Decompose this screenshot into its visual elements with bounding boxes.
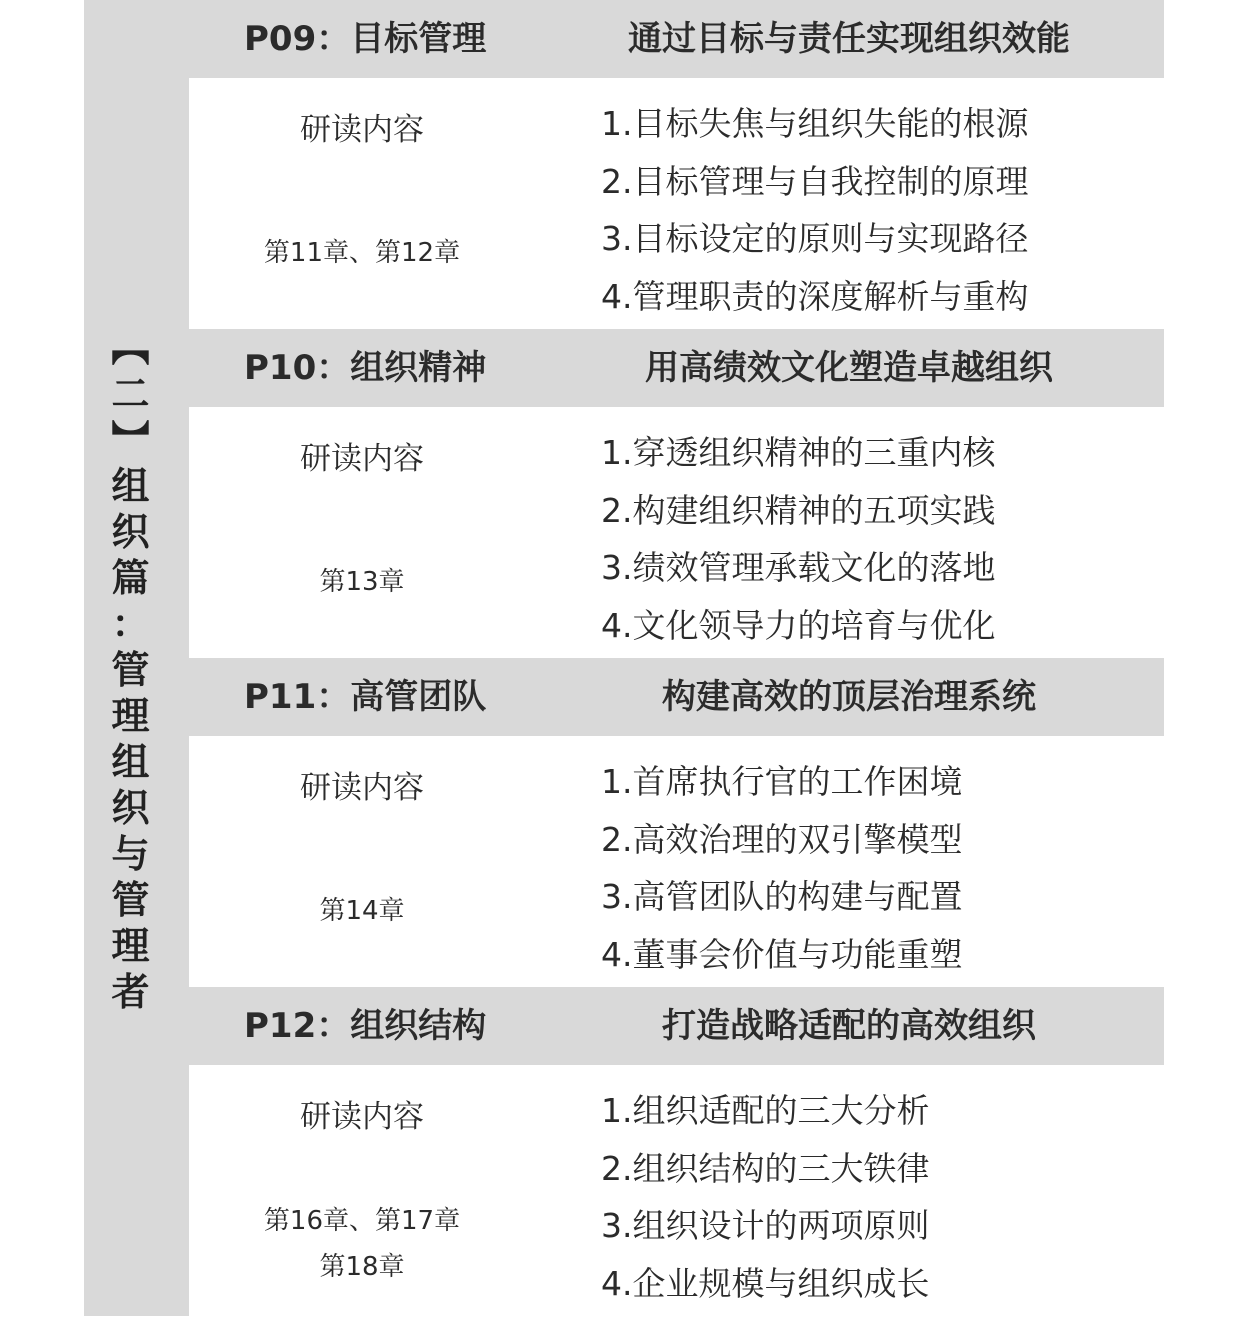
list-item: 2.组织结构的三大铁律 (601, 1149, 930, 1188)
section-code: P12：组织结构 (244, 1006, 487, 1046)
section-body-p12 (189, 1065, 1164, 1315)
chapters: 第11章、第12章 (263, 238, 461, 268)
list-item: 3.高管团队的构建与配置 (601, 877, 963, 916)
list-item: 4.管理职责的深度解析与重构 (601, 277, 1029, 316)
section-theme: 打造战略适配的高效组织 (662, 1006, 1036, 1046)
read-label: 研读内容 (300, 112, 424, 148)
section-code: P11：高管团队 (244, 677, 487, 717)
section-body-p09 (189, 78, 1164, 328)
list-item: 4.文化领导力的培育与优化 (601, 606, 996, 645)
section-code: P09：目标管理 (244, 19, 487, 59)
section-header-p12 (189, 987, 1164, 1065)
section-theme: 构建高效的顶层治理系统 (662, 677, 1036, 717)
section-theme: 用高绩效文化塑造卓越组织 (645, 348, 1053, 388)
list-item: 1.目标失焦与组织失能的根源 (601, 104, 1029, 143)
section-header-p09 (189, 0, 1164, 78)
list-item: 1.穿透组织精神的三重内核 (601, 433, 996, 472)
list-item: 1.组织适配的三大分析 (601, 1091, 930, 1130)
read-label: 研读内容 (300, 441, 424, 477)
section-theme: 通过目标与责任实现组织效能 (628, 19, 1070, 59)
section-code: P10：组织精神 (244, 348, 487, 388)
list-item: 3.绩效管理承载文化的落地 (601, 548, 996, 587)
section-body-p11 (189, 736, 1164, 986)
list-item: 2.高效治理的双引擎模型 (601, 820, 963, 859)
section-body-p10 (189, 407, 1164, 657)
chapters: 第13章 (319, 567, 405, 597)
side-title: ︻ 二 ︼ 组 织 篇 ： 管 理 组 织 与 管 理 者 (111, 326, 150, 1014)
read-label: 研读内容 (300, 770, 424, 806)
list-item: 3.组织设计的两项原则 (601, 1206, 930, 1245)
list-item: 4.董事会价值与功能重塑 (601, 935, 963, 974)
list-item: 3.目标设定的原则与实现路径 (601, 219, 1029, 258)
section-header-p10 (189, 329, 1164, 407)
list-item: 2.构建组织精神的五项实践 (601, 491, 996, 530)
chapters: 第14章 (319, 896, 405, 926)
list-item: 4.企业规模与组织成长 (601, 1264, 930, 1303)
list-item: 1.首席执行官的工作困境 (601, 762, 963, 801)
section-header-p11 (189, 658, 1164, 736)
list-item: 2.目标管理与自我控制的原理 (601, 162, 1029, 201)
read-label: 研读内容 (300, 1099, 424, 1135)
chapters: 第16章、第17章 第18章 (263, 1206, 461, 1282)
